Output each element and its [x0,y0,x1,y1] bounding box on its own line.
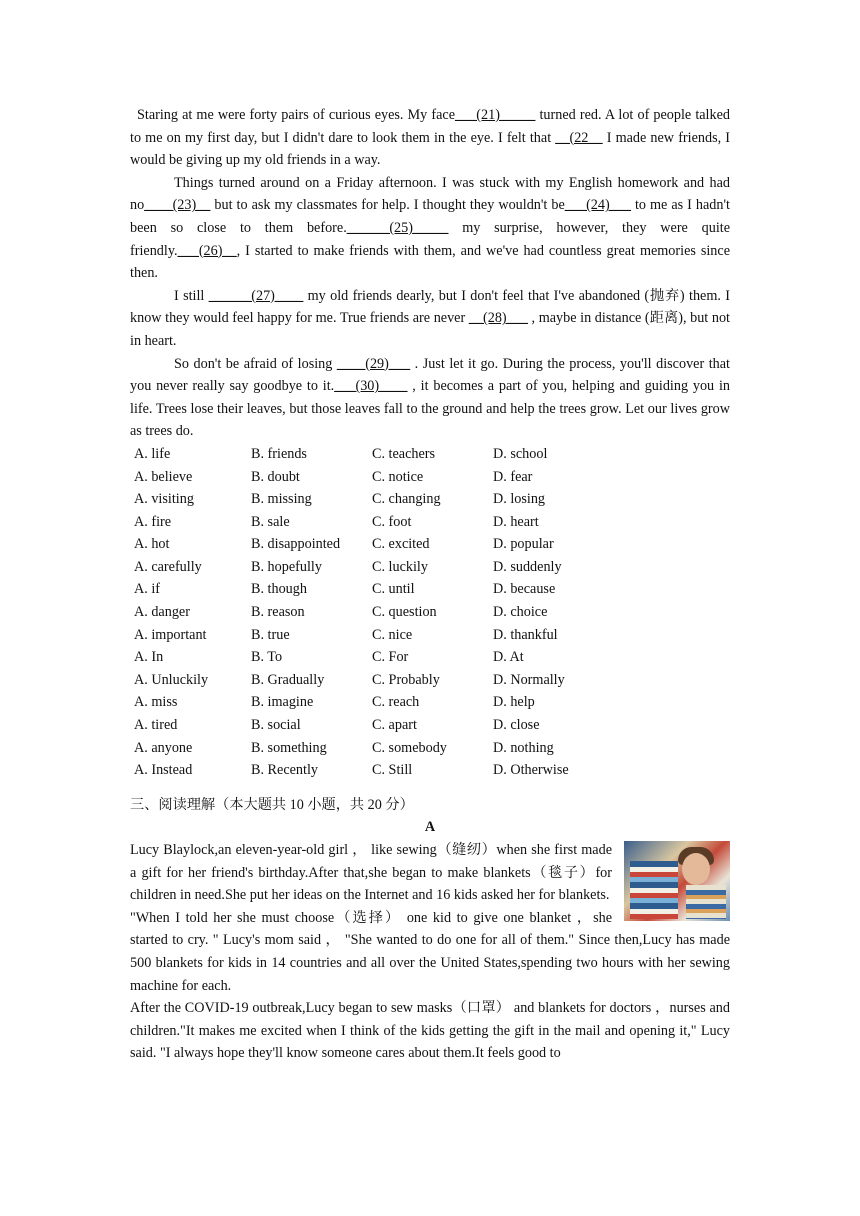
option-row [130,624,569,647]
option-a: A. important [134,626,207,643]
option-d: D. thankful [493,626,558,643]
blank-21: ___(21)_____ [455,107,536,123]
option-d: D. choice [493,604,548,621]
passage-paragraph-2 [130,172,730,285]
blank-26: ___(26)__ [177,242,237,259]
option-c: C. question [372,604,437,621]
option-a: A. carefully [134,558,202,575]
passage-label: A [424,819,436,836]
option-row [130,669,569,692]
options-table [130,443,569,782]
blank-23: ____(23)__ [144,197,211,214]
blanket-stack [630,861,678,919]
option-a: A. visiting [134,491,194,508]
option-d: D. heart [493,513,539,530]
text: . Just let it go. During the process, you'll discover that you never really say goodbye to it. [130,355,730,395]
text: my old friends dearly, but I don't feel that I've abandoned (抛弃) them. I know they would feel happy for me. True friends are never [130,287,730,327]
reading-paragraph-3: After the COVID-19 outbreak,Lucy began to sew masks（口罩） and blankets for doctors ，nurses and children."It makes me excited when I think of the kids getting the gift in the mail and opening it," Lucy said. "I always hope they'll know someone cares about them.It feels good to [130,1000,730,1062]
option-b: B. true [251,626,290,643]
option-d: D. suddenly [493,558,562,575]
blanket-stack-2 [686,885,726,919]
option-row [130,646,569,669]
passage-paragraph-4 [130,353,730,443]
option-b: B. missing [251,491,312,508]
option-c: C. luckily [372,558,428,575]
option-b: B. reason [251,604,305,621]
option-row [130,443,569,466]
option-b: B. Gradually [251,671,325,688]
option-c: C. Probably [372,671,440,688]
text: , maybe in distance (距离), but not in heart. [130,310,730,349]
option-d: D. school [493,445,548,462]
page-content [130,104,730,1065]
option-row [130,691,569,714]
option-c: C. teachers [372,445,436,462]
option-a: A. life [134,445,171,462]
option-d: D. Otherwise [493,762,569,779]
option-b: B. doubt [251,468,300,485]
option-row [130,714,569,737]
option-c: C. foot [372,513,412,530]
option-c: C. Still [372,762,413,779]
option-d: D. help [493,694,535,711]
option-b: B. To [251,649,283,666]
blank-29: ____(29)___ [336,355,411,372]
text: turned red. A lot of people talked to me on my first day, but I didn't dare to look them in the eye. I felt that [130,107,730,146]
text: So don't be afraid of losing [174,355,337,372]
blank-22: __(22__ [555,129,603,146]
reading-paragraph-1: Lucy Blaylock,an eleven-year-old girl ， like sewing（缝纫）when she first made a gift for her friend's birthday.After that,she began to make blankets（毯子）for children in need.She put her ideas on the Internet and 16 kids asked her for blankets. [130,842,612,904]
option-row [130,737,569,760]
option-b: B. hopefully [251,558,322,575]
option-a: A. fire [134,513,172,530]
option-d: D. Normally [493,671,565,688]
option-d: D. nothing [493,739,554,756]
option-c: C. For [372,649,409,666]
option-a: A. In [134,649,164,666]
option-b: B. sale [251,513,290,530]
text: to me as I hadn't been so close to them before. [130,197,730,236]
option-c: C. apart [372,717,417,734]
option-d: D. popular [493,536,554,553]
option-row [130,556,569,579]
option-row [130,759,569,782]
option-b: B. something [251,739,327,756]
option-c: C. excited [372,536,430,553]
option-d: D. losing [493,491,546,508]
option-d: D. At [493,649,524,666]
passage-paragraph-1 [130,104,730,172]
option-c: C. reach [372,694,420,711]
option-d: D. because [493,581,556,598]
option-b: B. Recently [251,762,318,779]
option-a: A. hot [134,536,170,553]
option-b: B. friends [251,445,307,462]
option-a: A. tired [134,717,178,734]
option-a: A. danger [134,604,190,621]
option-b: B. though [251,581,307,598]
option-row [130,601,569,624]
option-a: A. Instead [134,762,193,779]
option-c: C. nice [372,626,413,643]
girl-with-blankets-photo [624,841,730,921]
face [682,853,710,885]
blank-28: __(28)___ [468,310,528,327]
text: I made new friends, I would be giving up my old friends in a way. [130,129,730,169]
option-a: A. Unluckily [134,671,209,688]
option-d: D. fear [493,468,533,485]
passage-paragraph-3 [130,285,730,353]
text: , I started to make friends with them, and we've had countless great memories since then. [130,242,730,282]
option-b: B. disappointed [251,536,341,553]
section-title: 三、阅读理解（本大题共 10 小题，共 20 分） [130,796,414,813]
option-row [130,533,569,556]
blank-25: ______(25)_____ [346,219,449,236]
option-row [130,578,569,601]
option-c: C. notice [372,468,424,485]
text: , it becomes a part of you, helping and guiding you in life. Trees lose their leaves, but those leaves fall to the ground and help the trees grow. Let our lives grow as trees do. [130,378,730,440]
option-c: C. changing [372,491,441,508]
option-a: A. miss [134,694,178,711]
option-b: B. social [251,717,301,734]
option-c: C. somebody [372,739,447,756]
option-d: D. close [493,717,540,734]
option-a: A. anyone [134,739,193,756]
option-row [130,488,569,511]
text: Staring at me were forty pairs of curious eyes. My face [137,107,455,123]
option-a: A. if [134,581,161,598]
option-b: B. imagine [251,694,314,711]
text: but to ask my classmates for help. I thought they wouldn't be [210,197,565,214]
options-body [130,443,569,782]
text: my surprise, however, they were quite friendly. [130,219,731,259]
text: I still [174,287,209,304]
blank-27: ______(27)____ [208,287,304,304]
option-a: A. believe [134,468,193,485]
reading-paragraph-2: "When I told her she must choose（选择） one kid to give one blanket ，she started to cry. " Lucy's mom said ， "She wanted to do one for all of them." Since then,Lucy has made 500 blankets for kids in 14 countries and all over the United States,spending two hours with her sewing machine for each. [130,909,730,994]
text: Things turned around on a Friday afternoon. I was stuck with my English homework and had no [130,174,730,214]
option-c: C. until [372,581,415,598]
blank-24: ___(24)___ [564,197,631,214]
blank-30: ___(30)____ [334,378,408,395]
option-row [130,511,569,534]
option-row [130,466,569,489]
